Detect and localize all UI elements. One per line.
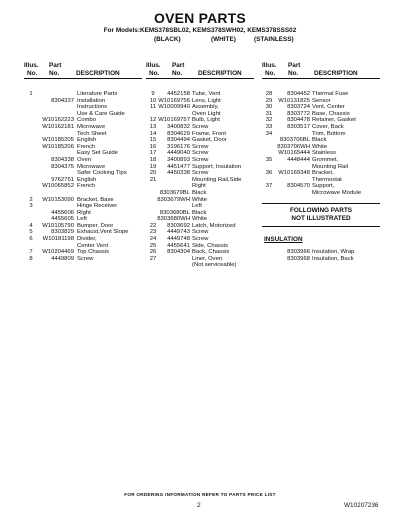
list-item <box>24 137 142 144</box>
list-item <box>262 144 380 151</box>
document-number: W10207236 <box>344 502 379 509</box>
list-item <box>146 223 254 230</box>
part-description: Base, Chassis <box>312 110 350 117</box>
part-description: Left <box>77 216 87 223</box>
part-description: Bumper, Door <box>77 222 114 229</box>
list-item <box>262 183 380 190</box>
illus-number: 8 <box>29 255 33 262</box>
part-description: Divider, <box>77 236 97 243</box>
list-item <box>146 98 254 105</box>
part-description: Combo <box>77 117 96 124</box>
part-number: W10009940 <box>158 104 190 111</box>
illus-number: 21 <box>149 176 157 183</box>
part-number: 8303680BL <box>159 209 190 216</box>
list-item <box>24 203 142 210</box>
part-description: Lens, Light <box>192 97 221 104</box>
illus-number: 25 <box>149 242 157 249</box>
illus-number: 22 <box>149 222 157 229</box>
part-description: Vent, Center <box>312 104 345 111</box>
part-description: Easy Set Guide <box>77 150 118 157</box>
part-number: W10169348 <box>278 170 310 177</box>
illus-number: 33 <box>265 123 273 130</box>
part-description: Cover, Back <box>312 123 344 130</box>
part-number: 8304570 <box>287 183 310 190</box>
part-description: Screw <box>192 236 209 243</box>
illus-number: 27 <box>149 255 157 262</box>
list-item <box>146 124 254 131</box>
part-description: Screw <box>192 143 209 150</box>
illus-number: 3 <box>29 203 33 210</box>
list-item <box>24 98 142 105</box>
column-header <box>262 62 380 79</box>
list-item <box>24 243 142 250</box>
part-description: Tech Sheet <box>77 130 107 137</box>
part-number: 8303517 <box>287 123 310 130</box>
list-item <box>146 157 254 164</box>
list-item <box>146 111 254 118</box>
part-number: 8304452 <box>287 91 310 97</box>
part-number: W10185205 <box>42 137 74 144</box>
part-number: 8304629 <box>167 130 190 137</box>
list-item <box>24 183 142 190</box>
illus-number: 14 <box>149 130 157 137</box>
part-description: English <box>77 137 97 144</box>
illus-number: 20 <box>149 170 157 177</box>
part-number: 8303692 <box>167 222 190 229</box>
part-number: 9762761 <box>51 176 74 183</box>
part-number: W10153090 <box>42 196 74 203</box>
part-description: Microwave <box>77 123 106 130</box>
model-color-black: (BLACK) <box>154 36 181 43</box>
part-description: Microwave <box>77 163 106 170</box>
part-description: Mounting Rail <box>312 163 349 170</box>
part-description: Instructions <box>77 104 108 111</box>
part-description: Installation <box>77 97 106 104</box>
list-item <box>262 98 380 105</box>
list-item <box>24 256 142 263</box>
list-item <box>146 177 254 184</box>
part-description: French <box>77 183 96 190</box>
list-item <box>146 144 254 151</box>
part-number: 4455605 <box>51 216 74 223</box>
parts-column-3 <box>262 62 380 197</box>
part-number: W10105790 <box>42 222 74 229</box>
part-number: 4451477 <box>167 163 190 170</box>
page-number: 2 <box>197 502 201 509</box>
part-number: 4449743 <box>167 229 190 236</box>
parts-column-1 <box>24 62 142 262</box>
part-number: W10065852 <box>42 183 74 190</box>
part-description: Retainer, Gasket <box>312 117 356 124</box>
part-description: Screw <box>192 150 209 157</box>
following-parts-heading <box>262 203 380 227</box>
list-item <box>24 190 142 197</box>
part-description: Thermostat <box>312 176 342 183</box>
illus-header: Illus. No. <box>146 62 161 77</box>
list-item <box>146 229 254 236</box>
list-item <box>262 256 380 263</box>
part-description: Tube, Vent <box>192 91 221 97</box>
part-number: 8303772 <box>287 110 310 117</box>
part-description: Latch, Motorized <box>192 222 236 229</box>
list-item <box>24 131 142 138</box>
description-header: DESCRIPTION <box>314 69 358 77</box>
part-description: Left <box>192 203 202 210</box>
part-description: French <box>77 143 96 150</box>
illus-number: 24 <box>149 236 157 243</box>
list-item <box>24 117 142 124</box>
part-description: White <box>192 216 208 223</box>
ordering-notice: FOR ORDERING INFORMATION REFER TO PARTS PRICE LIST <box>124 492 276 497</box>
part-number: 4450338 <box>167 170 190 177</box>
illus-number: 30 <box>265 104 273 111</box>
part-number: W10165444 <box>278 150 310 157</box>
part-number: 8303706WH <box>277 143 310 150</box>
following-line-2: NOT ILLUSTRATED <box>262 215 380 227</box>
part-number: 4455606 <box>51 209 74 216</box>
illus-header: Illus. No. <box>262 62 277 77</box>
part-description: Oven <box>77 156 92 163</box>
list-item <box>262 131 380 138</box>
part-number: 8304478 <box>287 117 310 124</box>
list-item <box>262 91 380 98</box>
list-item <box>146 164 254 171</box>
part-number: 4452158 <box>167 91 190 97</box>
list-item <box>24 124 142 131</box>
part-description: Mounting Rail,Side <box>192 176 242 183</box>
part-number: 3196176 <box>167 143 190 150</box>
illus-number: 10 <box>149 97 157 104</box>
list-item <box>24 210 142 217</box>
list-item <box>24 111 142 118</box>
part-description: Microwave Module <box>312 189 362 196</box>
part-number: W10131825 <box>278 97 310 104</box>
part-description: Exhaust,Vent Slope <box>77 229 129 236</box>
part-description: Screw <box>192 156 209 163</box>
list-item <box>146 131 254 138</box>
part-description: English <box>77 176 97 183</box>
part-description: (Not serviceable) <box>192 262 237 269</box>
illus-number: 12 <box>149 117 157 124</box>
part-description: Side, Chassis <box>192 242 229 249</box>
part-number: 8304338 <box>51 156 74 163</box>
part-number: 4449748 <box>167 236 190 243</box>
list-item <box>146 210 254 217</box>
list-item <box>24 236 142 243</box>
illus-number: 9 <box>151 91 155 97</box>
illus-number: 28 <box>265 91 273 97</box>
illus-number: 23 <box>149 229 157 236</box>
part-description: Trim, Bottom <box>312 130 346 137</box>
list-item <box>24 216 142 223</box>
part-description: Literature Parts <box>77 91 118 97</box>
part-description: Screw <box>192 123 209 130</box>
list-item <box>24 223 142 230</box>
model-color-white: (WHITE) <box>211 36 236 43</box>
illus-number: 19 <box>149 163 157 170</box>
part-description: Liner, Oven <box>192 255 223 262</box>
list-item <box>146 190 254 197</box>
part-number: W10162223 <box>42 117 74 124</box>
part-number: 8303724 <box>287 104 310 111</box>
insulation-heading: INSULATION <box>264 236 303 243</box>
part-description: Insulation, Wrap <box>312 249 355 255</box>
list-item <box>262 249 380 256</box>
illus-number: 36 <box>265 170 273 177</box>
illus-number: 1 <box>29 91 33 97</box>
part-description: Black <box>192 189 207 196</box>
part-description: Back, Chassis <box>192 249 230 256</box>
part-number: 8303680WH <box>157 216 190 223</box>
list-item <box>24 157 142 164</box>
part-number: 4449809 <box>51 255 74 262</box>
part-number: 8304494 <box>167 137 190 144</box>
part-number: 8303968 <box>287 255 310 262</box>
list-item <box>146 203 254 210</box>
part-description: Bracket, <box>312 170 334 177</box>
list-item <box>262 111 380 118</box>
list-item <box>24 91 142 98</box>
list-item <box>146 183 254 190</box>
part-description: Screw <box>77 255 94 262</box>
list-item <box>146 150 254 157</box>
list-item <box>262 117 380 124</box>
list-item <box>146 262 254 269</box>
part-number: 8303706BL <box>279 137 310 144</box>
illus-number: 2 <box>29 196 33 203</box>
list-item <box>146 197 254 204</box>
list-item <box>24 197 142 204</box>
list-item <box>262 137 380 144</box>
illus-number: 31 <box>265 110 273 117</box>
illus-number: 26 <box>149 249 157 256</box>
part-number: W10169757 <box>158 117 190 124</box>
illus-number: 5 <box>29 229 33 236</box>
part-description: Right <box>77 209 91 216</box>
illus-number: 34 <box>265 130 273 137</box>
part-number: 8303966 <box>287 249 310 255</box>
list-item <box>24 229 142 236</box>
illus-number: 16 <box>149 143 157 150</box>
part-description: Screw <box>192 229 209 236</box>
list-item <box>262 170 380 177</box>
list-item <box>146 216 254 223</box>
list-item <box>262 157 380 164</box>
list-item <box>146 170 254 177</box>
list-item <box>24 177 142 184</box>
following-line-1: FOLLOWING PARTS <box>262 203 380 215</box>
illus-number: 13 <box>149 123 157 130</box>
column-header <box>24 62 142 79</box>
list-item <box>262 104 380 111</box>
part-description: Center Vent <box>77 242 109 249</box>
part-number: 4455641 <box>167 242 190 249</box>
part-description: Black <box>192 209 207 216</box>
part-description: Bracket, Base <box>77 196 114 203</box>
list-item <box>146 104 254 111</box>
part-number: W10204469 <box>42 249 74 256</box>
list-item <box>24 144 142 151</box>
column-header <box>146 62 254 79</box>
list-item <box>146 91 254 98</box>
part-number: 3400893 <box>167 156 190 163</box>
insulation-list <box>262 249 380 262</box>
part-description: Right <box>192 183 206 190</box>
description-header: DESCRIPTION <box>198 69 242 77</box>
part-description: Top Chassis <box>77 249 110 256</box>
illus-number: 29 <box>265 97 273 104</box>
illus-number: 17 <box>149 150 157 157</box>
part-description: White <box>312 143 328 150</box>
list-item <box>146 256 254 263</box>
parts-column-2 <box>146 62 254 269</box>
part-description: Oven Light <box>192 110 221 117</box>
part-header: Part No. <box>172 62 185 77</box>
part-description: Hinge Receiver <box>77 203 118 210</box>
description-header: DESCRIPTION <box>76 69 120 77</box>
part-number: 8304304 <box>167 249 190 256</box>
part-header: Part No. <box>288 62 301 77</box>
list-item <box>146 117 254 124</box>
part-description: Support, Insulation <box>192 163 242 170</box>
part-description: Screw <box>192 170 209 177</box>
part-description: Use & Care Guide <box>77 110 125 117</box>
illus-number: 35 <box>265 156 273 163</box>
part-number: W10181198 <box>42 236 74 243</box>
list-item <box>24 170 142 177</box>
part-number: 4448444 <box>287 156 310 163</box>
list-item <box>262 124 380 131</box>
part-description: Bulb, Light <box>192 117 220 124</box>
part-description: White <box>192 196 208 203</box>
part-description: Safer Cooking Tips <box>77 170 127 177</box>
part-description: Sensor <box>312 97 331 104</box>
illus-number: 11 <box>149 104 157 111</box>
part-number: 8303829 <box>51 229 74 236</box>
page-title: OVEN PARTS <box>154 10 246 26</box>
part-number: W10162181 <box>42 123 74 130</box>
part-description: Thermal Fuse <box>312 91 349 97</box>
illus-number: 15 <box>149 137 157 144</box>
list-item <box>24 150 142 157</box>
part-number: 8304375 <box>51 163 74 170</box>
part-description: Stainless <box>312 150 336 157</box>
illus-number: 4 <box>29 222 33 229</box>
part-number: W10185206 <box>42 143 74 150</box>
illus-number: 32 <box>265 117 273 124</box>
part-number: 3400832 <box>167 123 190 130</box>
part-description: Gasket, Door <box>192 137 227 144</box>
list-item <box>146 137 254 144</box>
list-item <box>146 243 254 250</box>
part-number: 8304337 <box>51 97 74 104</box>
list-item <box>146 249 254 256</box>
illus-header: Illus. No. <box>24 62 39 77</box>
part-description: Black <box>312 137 327 144</box>
part-description: Insulation, Back <box>312 255 354 262</box>
part-number: 4449040 <box>167 150 190 157</box>
part-number: W10169756 <box>158 97 190 104</box>
part-description: Support, <box>312 183 335 190</box>
illus-number: 37 <box>265 183 273 190</box>
list-item <box>262 190 380 197</box>
model-list: For Models:KEMS378SBL02, KEMS378SWH02, KEMS378SSS02 <box>103 27 297 34</box>
list-item <box>24 249 142 256</box>
part-number: 8303679WH <box>157 196 190 203</box>
list-item <box>262 177 380 184</box>
illus-number: 18 <box>149 156 157 163</box>
list-item <box>24 164 142 171</box>
part-header: Part No. <box>49 62 62 77</box>
illus-number: 7 <box>29 249 33 256</box>
list-item <box>262 164 380 171</box>
part-description: Frame, Front <box>192 130 227 137</box>
model-color-stainless: (STAINLESS) <box>254 36 294 43</box>
part-description: Assembly, <box>192 104 219 111</box>
list-item <box>146 236 254 243</box>
part-description: Grommet, <box>312 156 339 163</box>
list-item <box>262 150 380 157</box>
part-number: 8303679BL <box>159 189 190 196</box>
illus-number: 6 <box>29 236 33 243</box>
list-item <box>24 104 142 111</box>
